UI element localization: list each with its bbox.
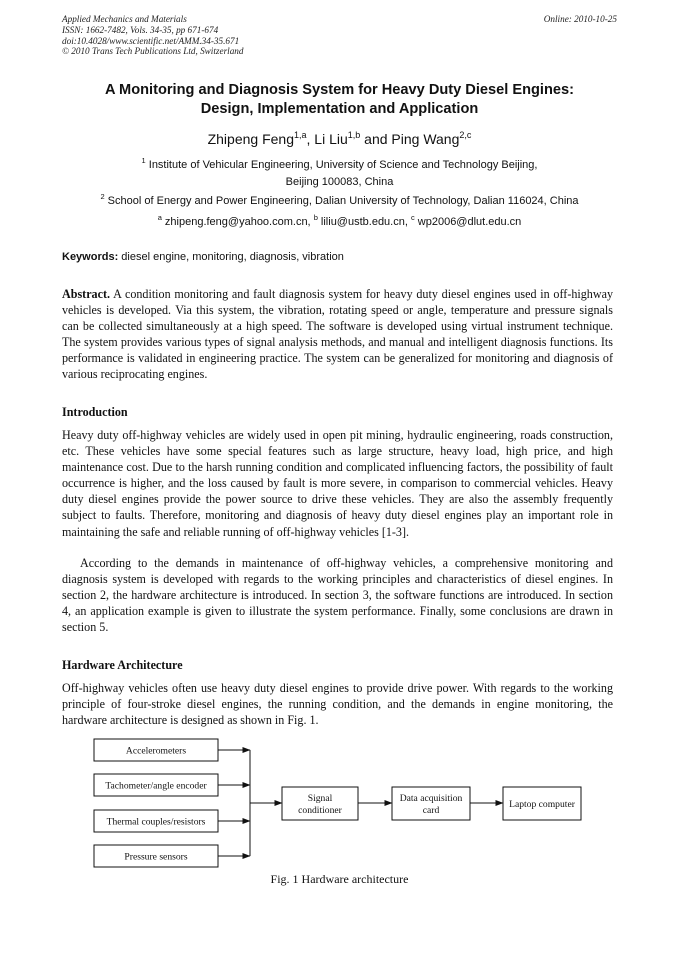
email-c-marker: c bbox=[410, 213, 415, 222]
affiliation-1 bbox=[62, 157, 617, 190]
box-tachometer-label: Tachometer/angle encoder bbox=[105, 780, 207, 792]
introduction-paragraph-2: According to the demands in maintenance of off-highway vehicles, a comprehensive monitoring and diagnosis system is developed with regards to the working principles and characteristics of diesel engines. In section 2, the hardware architecture is introduced. In section 3, the software functions are introduced. In section 4, an application example is given to illustrate the system performance. Finally, some conclusions are drawn in section 5. bbox=[62, 556, 613, 635]
box-signal-conditioner-line-2: conditioner bbox=[298, 805, 342, 816]
figure-caption: Fig. 1 Hardware architecture bbox=[270, 872, 409, 886]
hardware-paragraph-1: Off-highway vehicles often use heavy duty diesel engines to provide drive power. With regards to the working principle of four-stroke diesel engines, the running condition, and the demands in engine monitoring, the hardware architecture is designed as shown in Fig. 1. bbox=[62, 681, 613, 728]
abstract-paragraph bbox=[62, 286, 613, 383]
introduction-heading: Introduction bbox=[62, 405, 128, 419]
author-1-affil: 1,a bbox=[294, 130, 307, 140]
journal-name: Applied Mechanics and Materials bbox=[62, 14, 187, 24]
affiliation-2 bbox=[62, 193, 617, 210]
author-2: , Li Liu bbox=[306, 131, 348, 147]
box-pressure-sensors-label: Pressure sensors bbox=[124, 851, 188, 863]
affiliation-1-line-1: Institute of Vehicular Engineering, University of Science and Technology Beijing, bbox=[145, 159, 538, 171]
journal-doi: doi:10.4028/www.scientific.net/AMM.34-35.671 bbox=[62, 35, 240, 46]
affiliation-1-number: 1 bbox=[141, 156, 146, 165]
author-3-affil: 2,c bbox=[459, 130, 472, 140]
abstract-text: A condition monitoring and fault diagnosis system for heavy duty diesel engines used in off-highway vehicles is developed. Via this system, the vibration, rotating speed or angle, temperature and pressure signals can be collected simultaneously at a high speed. The software is developed using virtual instrument technique. The system provides various types of signal analysis methods, and manual and intelligent diagnosis functions. Its performance is validated in engineering practice. The system can be generalized for monitoring and diagnosis of various reciprocating engines. bbox=[62, 287, 613, 382]
email-c: wp2006@dlut.edu.cn bbox=[414, 216, 522, 228]
box-data-acquisition-line-1: Data acquisition bbox=[399, 793, 463, 804]
introduction-paragraph-1: Heavy duty off-highway vehicles are widely used in open pit mining, hydraulic engineering, roads construction, etc. These vehicles have some special features such as large structure, heavy load, high price, and high maintenance cost. Due to the harsh running condition and complicated influencing factors, the possibility of fault occurrence is higher, and the loss caused by fault is more severe, in comparison to commercial vehicles. Heavy duty diesel engines provide the power source to drive these vehicles. They are also the assembly frequently subject to faults. Therefore, monitoring and diagnosis of heavy duty diesel engines play an important role in maintaining the safe and reliable running of off-highway vehicles [1-3]. bbox=[62, 428, 613, 539]
title-line-2: Design, Implementation and Application bbox=[200, 101, 479, 117]
affiliation-1-line-2: Beijing 100083, China bbox=[285, 175, 394, 188]
keywords-label: Keywords: bbox=[62, 251, 119, 263]
box-laptop-computer-label: Laptop computer bbox=[509, 799, 575, 810]
email-b: liliu@ustb.edu.cn, bbox=[317, 216, 411, 228]
hardware-architecture-diagram bbox=[0, 730, 678, 890]
journal-header bbox=[62, 14, 617, 57]
author-2-affil: 1,b bbox=[347, 130, 361, 140]
author-emails bbox=[62, 214, 617, 231]
box-signal-conditioner-line-1: Signal bbox=[307, 793, 333, 804]
keywords bbox=[62, 250, 617, 265]
author-1: Zhipeng Feng bbox=[207, 131, 294, 147]
hardware-heading: Hardware Architecture bbox=[62, 658, 183, 672]
journal-copyright: © 2010 Trans Tech Publications Ltd, Switzerland bbox=[62, 46, 244, 57]
affiliation-2-number: 2 bbox=[100, 192, 105, 201]
email-a-marker: a bbox=[157, 213, 162, 222]
journal-issn: ISSN: 1662-7482, Vols. 34-35, pp 671-674 bbox=[62, 24, 219, 35]
affiliation-2-text: School of Energy and Power Engineering, Dalian University of Technology, Dalian 116024, China bbox=[104, 195, 579, 207]
keywords-text: diesel engine, monitoring, diagnosis, vibration bbox=[118, 251, 344, 263]
box-thermal-couples-label: Thermal couples/resistors bbox=[106, 816, 206, 828]
author-list bbox=[62, 130, 617, 148]
box-data-acquisition-line-2: card bbox=[422, 805, 440, 816]
paper-title bbox=[62, 81, 617, 119]
email-a: zhipeng.feng@yahoo.com.cn, bbox=[161, 216, 314, 228]
title-line-1: A Monitoring and Diagnosis System for Heavy Duty Diesel Engines: bbox=[105, 82, 574, 98]
author-3: and Ping Wang bbox=[360, 131, 460, 147]
email-b-marker: b bbox=[313, 213, 318, 222]
online-date: Online: 2010-10-25 bbox=[543, 14, 617, 24]
box-accelerometers-label: Accelerometers bbox=[125, 745, 187, 757]
abstract-label: Abstract. bbox=[62, 287, 111, 301]
